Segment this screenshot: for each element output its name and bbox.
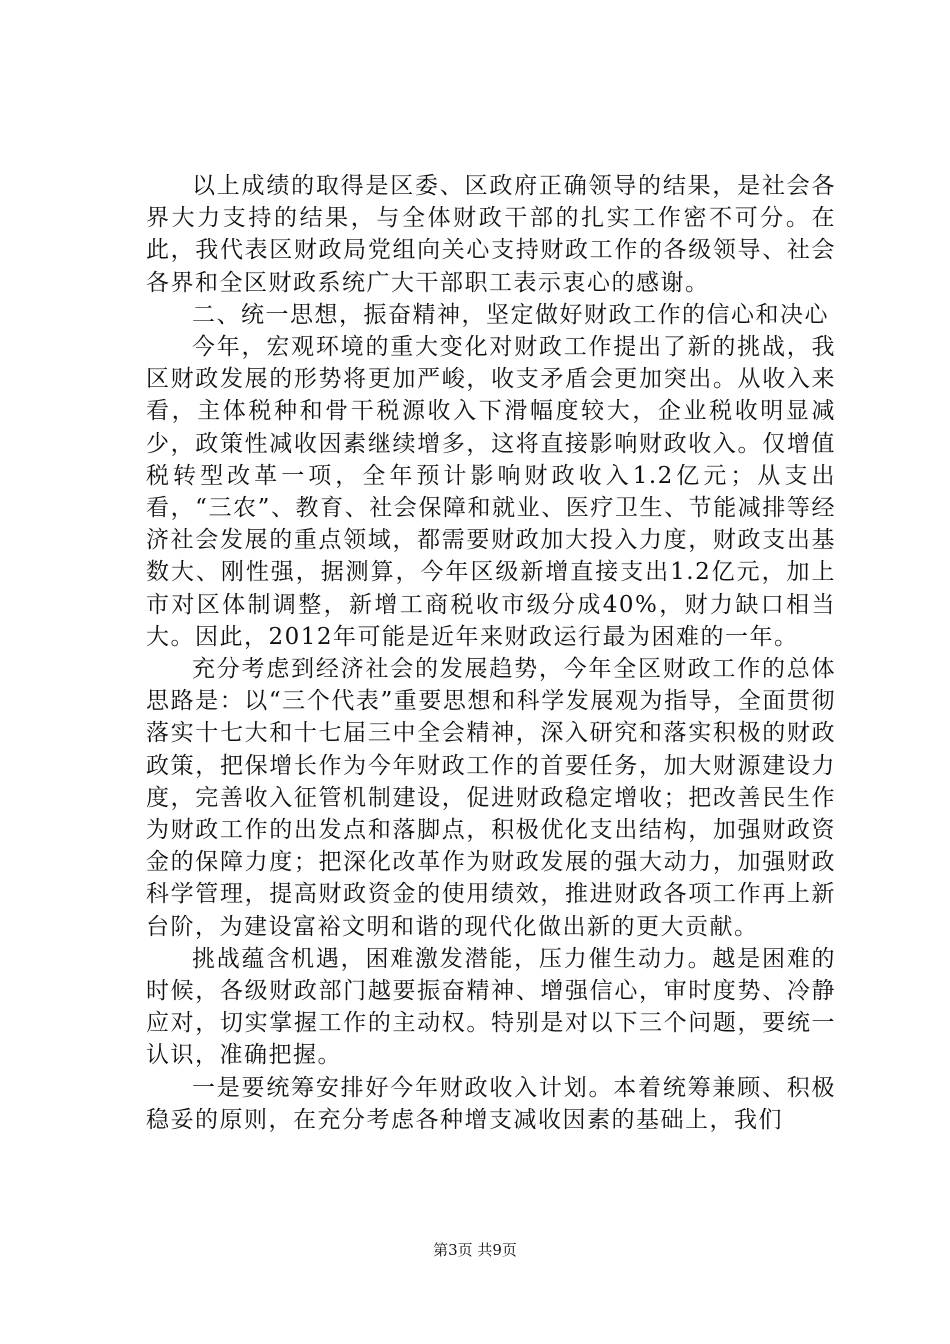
- section-heading: 二、统一思想，振奋精神，坚定做好财政工作的信心和决心: [192, 301, 829, 328]
- paragraph-overall-approach: 充分考虑到经济社会的发展趋势，今年全区财政工作的总体思路是：以“三个代表”重要思想和科学发展观为指导，全面贯彻落实十七大和十七届三中全会精神，深入研究和落实积极的财政政策，把保增长作为今年财政工作的首要任务，加大财源建设力度，完善收入征管机制建设，促进财政稳定增收；把改善民生作为财政工作的出发点和落脚点，积极优化支出结构，加强财政资金的保障力度；把深化改革作为财政发展的强大动力，加强财政科学管理，提高财政资金的使用绩效，推进财政各项工作再上新台阶，为建设富裕文明和谐的现代化做出新的更大贡献。: [146, 656, 836, 940]
- paragraph-opportunities: 挑战蕴含机遇，困难激发潜能，压力催生动力。越是困难的时候，各级财政部门越要振奋精神、增强信心，审时度势、冷静应对，切实掌握工作的主动权。特别是对以下三个问题，要统一认识，准确把握。: [146, 945, 836, 1069]
- document-body: [146, 170, 836, 1136]
- paragraph-acknowledgement: 以上成绩的取得是区委、区政府正确领导的结果，是社会各界大力支持的结果，与全体财政干部的扎实工作密不可分。在此，我代表区财政局党组向关心支持财政工作的各级领导、社会各界和全区财政系统广大干部职工表示衷心的感谢。: [146, 173, 836, 296]
- page-number-footer: 第3页 共9页: [433, 1241, 517, 1259]
- paragraph-challenges: 今年，宏观环境的重大变化对财政工作提出了新的挑战，我区财政发展的形势将更加严峻，收支矛盾会更加突出。从收入来看，主体税种和骨干税源收入下滑幅度较大，企业税收明显减少，政策性减收因素继续增多，这将直接影响财政收入。仅增值税转型改革一项，全年预计影响财政收入1.2亿元；从支出看，“三农”、教育、社会保障和就业、医疗卫生、节能减排等经济社会发展的重点领域，都需要财政加大投入力度，财政支出基数大、刚性强，据测算，今年区级新增直接支出1.2亿元，加上市对区体制调整，新增工商税收市级分成40%，财力缺口相当大。因此，2012年可能是近年来财政运行最为困难的一年。: [146, 334, 836, 650]
- paragraph-revenue-plan: 一是要统筹安排好今年财政收入计划。本着统筹兼顾、积极稳妥的原则，在充分考虑各种增支减收因素的基础上，我们: [146, 1074, 836, 1133]
